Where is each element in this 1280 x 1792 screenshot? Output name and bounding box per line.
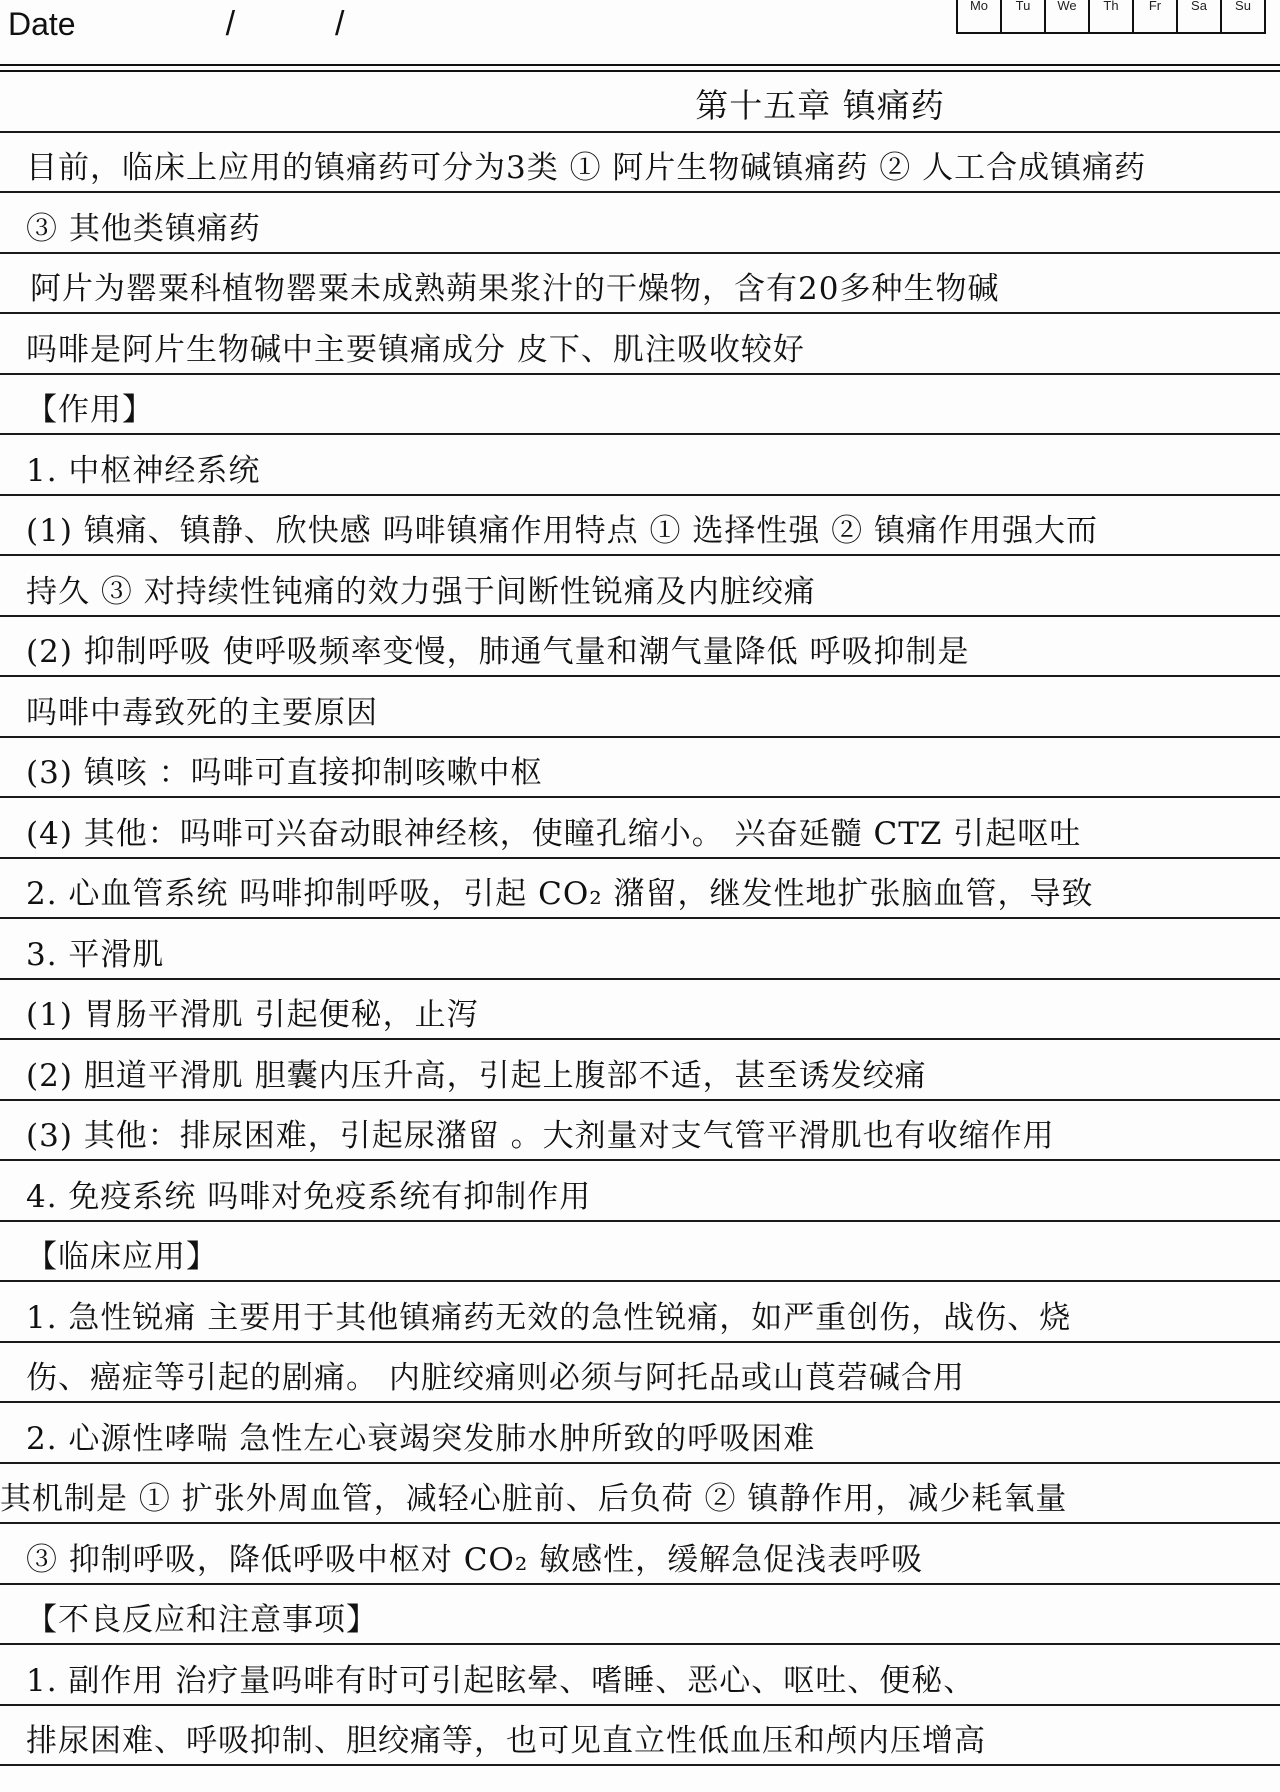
note-line — [0, 254, 1280, 315]
note-text: 伤、癌症等引起的剧痛。 内脏绞痛则必须与阿托品或山莨菪碱合用 — [26, 1360, 965, 1396]
note-line — [0, 1403, 1280, 1464]
note-text: 1. 中枢神经系统 — [26, 452, 261, 489]
note-text: 阿片为罂粟科植物罂粟未成熟蒴果浆汁的干燥物，含有20多种生物碱 — [30, 271, 1000, 307]
chapter-title: 第十五章 镇痛药 — [695, 85, 945, 125]
note-line — [0, 314, 1280, 375]
header-rule — [0, 64, 1280, 66]
note-text: 4. 免疫系统 吗啡对免疫系统有抑制作用 — [26, 1178, 592, 1215]
note-line — [0, 1343, 1280, 1404]
weekday-box: Sa — [1176, 0, 1220, 32]
note-line — [0, 435, 1280, 496]
weekday-box: Mo — [969, 0, 989, 13]
note-text: 目前，临床上应用的镇痛药可分为3类 ① 阿片生物碱镇痛药 ② 人工合成镇痛药 — [26, 150, 1147, 186]
weekday-box: Tu — [1000, 0, 1044, 32]
note-text: (3) 其他：排尿困难，引起尿潴留 。大剂量对支气管平滑肌也有收缩作用 — [26, 1118, 1055, 1154]
note-text: 持久 ③ 对持续性钝痛的效力强于间断性锐痛及内脏绞痛 — [26, 573, 816, 610]
section-heading: 【临床应用】 — [26, 1239, 218, 1275]
note-line — [0, 1706, 1280, 1767]
note-text: 其机制是 ① 扩张外周血管，减轻心脏前、后负荷 ② 镇静作用，减少耗氧量 — [0, 1481, 1068, 1517]
chapter-title-line — [0, 72, 1280, 133]
date-label: Date — [8, 5, 76, 42]
date-separator: / — [225, 4, 236, 43]
note-line — [0, 1101, 1280, 1162]
date-header — [8, 4, 445, 44]
note-line — [0, 496, 1280, 557]
note-line — [0, 375, 1280, 436]
note-text: 2. 心源性哮喘 急性左心衰竭突发肺水肿所致的呼吸困难 — [26, 1420, 816, 1457]
note-text: 吗啡是阿片生物碱中主要镇痛成分 皮下、肌注吸收较好 — [26, 331, 805, 368]
note-text: 2. 心血管系统 吗啡抑制呼吸，引起 CO₂ 潴留，继发性地扩张脑血管，导致 — [26, 876, 1094, 912]
section-heading: 【不良反应和注意事项】 — [26, 1602, 378, 1638]
note-text: 1. 急性锐痛 主要用于其他镇痛药无效的急性锐痛，如严重创伤，战伤、烧 — [26, 1299, 1072, 1336]
note-text: 1. 副作用 治疗量吗啡有时可引起眩晕、嗜睡、恶心、呕吐、便秘、 — [26, 1662, 976, 1699]
note-line — [0, 617, 1280, 678]
ruled-lines — [0, 72, 1280, 1766]
note-text: (1) 胃肠平滑肌 引起便秘，止泻 — [26, 997, 479, 1033]
note-line — [0, 1524, 1280, 1585]
note-line — [0, 798, 1280, 859]
note-text: ③ 其他类镇痛药 — [26, 210, 261, 247]
note-line — [0, 193, 1280, 254]
weekday-boxes — [956, 0, 1266, 34]
note-text: 3. 平滑肌 — [26, 936, 165, 973]
weekday-box: Fr — [1132, 0, 1176, 32]
note-line — [0, 1645, 1280, 1706]
note-text: (3) 镇咳 ：吗啡可直接抑制咳嗽中枢 — [26, 755, 543, 791]
section-heading: 【作用】 — [26, 392, 154, 428]
note-line — [0, 1585, 1280, 1646]
note-line — [0, 859, 1280, 920]
note-text: (2) 抑制呼吸 使呼吸频率变慢，肺通气量和潮气量降低 呼吸抑制是 — [26, 634, 970, 670]
weekday-box: Su — [1220, 0, 1264, 32]
note-line — [0, 677, 1280, 738]
weekday-box: Th — [1088, 0, 1132, 32]
note-text: 排尿困难、呼吸抑制、胆绞痛等，也可见直立性低血压和颅内压增高 — [26, 1723, 986, 1759]
note-text: 吗啡中毒致死的主要原因 — [26, 694, 378, 731]
note-text: ③ 抑制呼吸，降低呼吸中枢对 CO₂ 敏感性，缓解急促浅表呼吸 — [26, 1541, 924, 1578]
note-line — [0, 556, 1280, 617]
note-text: (4) 其他：吗啡可兴奋动眼神经核，使瞳孔缩小。 兴奋延髓 CTZ 引起呕吐 — [26, 815, 1082, 852]
note-line — [0, 1161, 1280, 1222]
note-text: (2) 胆道平滑肌 胆囊内压升高，引起上腹部不适，甚至诱发绞痛 — [26, 1057, 927, 1094]
note-line — [0, 1464, 1280, 1525]
note-line — [0, 1040, 1280, 1101]
note-text: (1) 镇痛、镇静、欣快感 吗啡镇痛作用特点 ① 选择性强 ② 镇痛作用强大而 — [26, 513, 1099, 549]
note-line — [0, 980, 1280, 1041]
date-separator: / — [335, 4, 345, 43]
note-line — [0, 1282, 1280, 1343]
note-line — [0, 133, 1280, 194]
weekday-box: We — [1044, 0, 1088, 32]
note-line — [0, 738, 1280, 799]
note-line — [0, 919, 1280, 980]
note-line — [0, 1222, 1280, 1283]
